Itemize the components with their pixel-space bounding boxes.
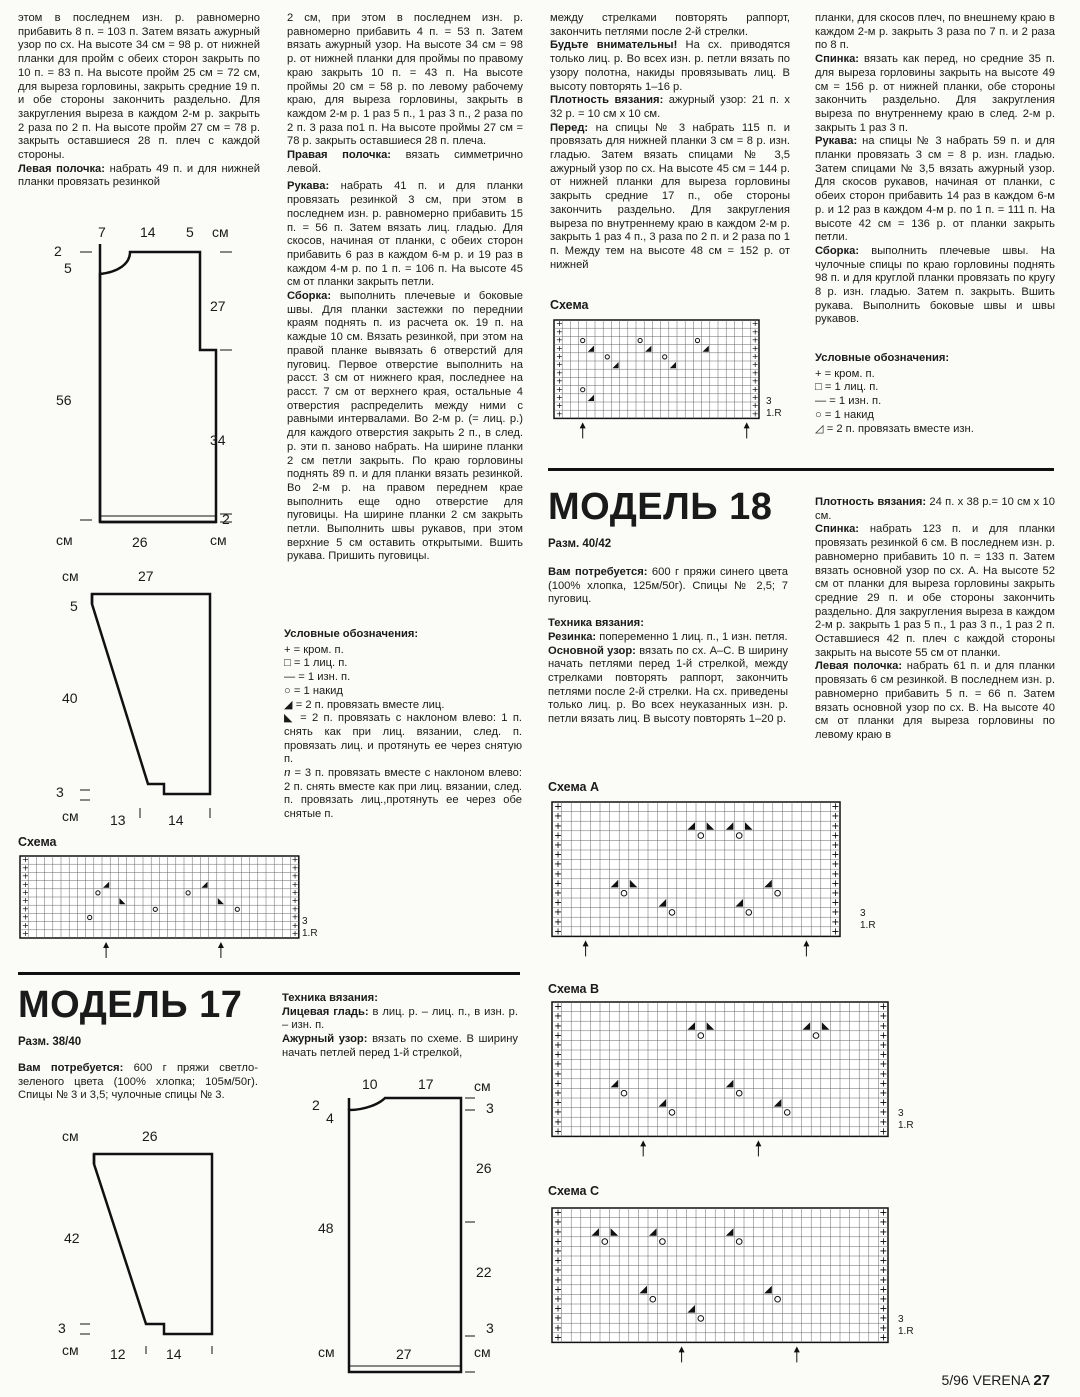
svg-text:+: + bbox=[879, 1001, 888, 1013]
svg-text:+: + bbox=[831, 878, 840, 890]
dim-27c: 27 bbox=[396, 1346, 412, 1362]
svg-text:+: + bbox=[831, 801, 840, 813]
schema-label-col3: Схема bbox=[550, 298, 589, 312]
row-label-3: 3 bbox=[302, 916, 308, 927]
model-17-title: МОДЕЛЬ 17 bbox=[18, 984, 243, 1026]
model-18-title: МОДЕЛЬ 18 bbox=[548, 486, 773, 528]
svg-text:+: + bbox=[554, 1265, 563, 1277]
dim-5: 5 bbox=[186, 224, 194, 240]
legend-18-item: + = кром. п. bbox=[815, 367, 875, 380]
chart-schema-col3 bbox=[552, 316, 772, 446]
dim-17: 17 bbox=[418, 1076, 434, 1092]
dim-26b: 26 bbox=[142, 1128, 158, 1144]
col1-left-front: Левая полочка: набрать 49 п. и для нижней планки провязать резинкой bbox=[18, 162, 261, 189]
svg-text:+: + bbox=[291, 887, 299, 897]
svg-text:+: + bbox=[831, 926, 840, 938]
svg-text:+: + bbox=[556, 400, 563, 411]
svg-text:+: + bbox=[831, 916, 840, 928]
svg-text:+: + bbox=[554, 1126, 563, 1138]
svg-text:+: + bbox=[22, 878, 29, 889]
svg-text:+: + bbox=[831, 888, 840, 899]
svg-text:+: + bbox=[556, 375, 563, 386]
svg-text:+: + bbox=[831, 830, 840, 842]
col4-paragraph: планки, для скосов плеч, по внешнему краю в каждом 2-м р. закрыть 3 раза по 7 п. и 2 раза по 8 п. bbox=[815, 12, 1055, 52]
svg-text:+: + bbox=[879, 1294, 888, 1305]
svg-text:+: + bbox=[879, 1020, 888, 1032]
svg-text:+: + bbox=[556, 326, 563, 337]
svg-text:+: + bbox=[556, 408, 563, 419]
svg-text:+: + bbox=[556, 342, 563, 353]
svg-text:+: + bbox=[291, 878, 299, 889]
legend-18-item: □ = 1 лиц. п. bbox=[815, 381, 879, 394]
dim-12: 12 bbox=[110, 1346, 126, 1362]
pattern-sleeve-18 bbox=[18, 1128, 258, 1388]
svg-text:+: + bbox=[879, 1088, 888, 1099]
svg-text:+: + bbox=[879, 1303, 888, 1315]
col4-assembly: Сборка: выполнить плечевые швы. На чулочные спицы по краю горловины поднять 98 п. и для круглой планки провязать по кругу 8 р. изн. гладью. Затем п. закрыть. Вшить рукава. Выполнить боковые швы и швы рукавов. bbox=[815, 244, 1055, 326]
svg-text:+: + bbox=[554, 888, 563, 899]
col3-front: Перед: на спицы № 3 набрать 115 п. и провязать для нижней планки 3 см = 8 р. изн. гладью. Затем вязать спицами № 3,5 ажурный узор по сх. На высоте 45 см = 144 р. от нижней планки для выреза горловины закрыть средние 17 п., обе стороны закончить раздельно. Для закругления выреза по внутреннему краю в каждом 2-м р. закрыть 1 раз 4 п., 3 раза по 2 п. и 2 раза по 1 п. Между тем на высоте 48 см = 152 р. от нижней bbox=[550, 121, 790, 271]
svg-text:+: + bbox=[554, 1207, 563, 1219]
svg-text:+: + bbox=[831, 868, 840, 880]
svg-text:+: + bbox=[554, 1322, 563, 1334]
legend-18 bbox=[815, 352, 1055, 436]
footer-magazine: VERENA bbox=[972, 1372, 1030, 1388]
schema-a-label: Схема А bbox=[548, 780, 599, 794]
svg-text:+: + bbox=[554, 859, 563, 871]
svg-text:+: + bbox=[879, 1097, 888, 1109]
svg-text:+: + bbox=[879, 1332, 888, 1344]
svg-text:+: + bbox=[556, 318, 563, 329]
svg-text:+: + bbox=[554, 1078, 563, 1090]
svg-text:+: + bbox=[554, 868, 563, 880]
svg-text:+: + bbox=[554, 1303, 563, 1315]
svg-text:+: + bbox=[554, 1059, 563, 1071]
svg-text:+: + bbox=[554, 907, 563, 919]
dim-5c: 5 bbox=[70, 598, 78, 614]
svg-text:+: + bbox=[879, 1068, 888, 1080]
chart-schema-c bbox=[550, 1204, 900, 1364]
dim-2d: 2 bbox=[312, 1097, 320, 1113]
svg-text:+: + bbox=[879, 1236, 888, 1248]
svg-text:+: + bbox=[22, 854, 29, 865]
svg-text:+: + bbox=[751, 318, 759, 329]
svg-text:+: + bbox=[879, 1265, 888, 1277]
chart-schema-b bbox=[550, 998, 900, 1158]
dim-3d: 3 bbox=[486, 1320, 494, 1336]
svg-text:+: + bbox=[879, 1126, 888, 1138]
dim-3b: 3 bbox=[58, 1320, 66, 1336]
dim-26c: 26 bbox=[476, 1160, 492, 1176]
svg-text:+: + bbox=[291, 862, 299, 873]
pattern-sleeve-17 bbox=[20, 568, 270, 818]
svg-text:+: + bbox=[879, 1078, 888, 1090]
svg-text:+: + bbox=[879, 1322, 888, 1334]
svg-text:+: + bbox=[554, 1274, 563, 1286]
dim-cm5: см bbox=[62, 808, 79, 824]
svg-text:+: + bbox=[291, 870, 299, 881]
svg-text:+: + bbox=[556, 367, 563, 378]
svg-text:+: + bbox=[879, 1049, 888, 1061]
svg-text:+: + bbox=[22, 928, 29, 938]
model-17-needs: Вам потребуется: 600 г пряжи светло-зеленого цвета (100% хлопка; 105м/50г). Спицы № 3 и 3,5; чулочные спицы № 3. bbox=[18, 1062, 258, 1102]
svg-text:+: + bbox=[879, 1226, 888, 1238]
schema-c-label: Схема С bbox=[548, 1184, 599, 1198]
svg-text:+: + bbox=[291, 928, 299, 938]
svg-text:+: + bbox=[831, 811, 840, 823]
svg-text:+: + bbox=[556, 351, 563, 361]
svg-text:+: + bbox=[554, 1236, 563, 1248]
svg-text:+: + bbox=[554, 1011, 563, 1023]
legend-17-title: Условные обозначения: bbox=[284, 628, 419, 640]
pattern-left-front bbox=[20, 222, 270, 552]
svg-text:+: + bbox=[751, 334, 759, 345]
dim-34: 34 bbox=[210, 432, 226, 448]
dim-cm4: см bbox=[62, 568, 79, 584]
svg-text:+: + bbox=[22, 895, 29, 906]
dim-cm9: см bbox=[318, 1344, 335, 1360]
svg-text:+: + bbox=[291, 911, 299, 922]
svg-text:+: + bbox=[879, 1040, 888, 1051]
legend-18-item: ○ = 1 накид bbox=[815, 408, 874, 421]
svg-text:+: + bbox=[751, 375, 759, 386]
col4-text bbox=[815, 12, 1055, 327]
svg-text:+: + bbox=[751, 342, 759, 353]
svg-text:+: + bbox=[291, 919, 299, 930]
legend-17-item: ◣ = 2 п. провязать с наклоном влево: 1 п. снять как при лиц. вязании, след. п. провязать лиц. и протянуть ее через снятую п. bbox=[284, 712, 522, 766]
dim-cm2: см bbox=[56, 532, 73, 548]
legend-17-item: — = 1 изн. п. bbox=[284, 671, 351, 684]
legend-17-item: □ = 1 лиц. п. bbox=[284, 657, 348, 670]
svg-text:+: + bbox=[554, 1284, 563, 1296]
col2-sleeves: Рукава: набрать 41 п. и для планки провязать резинкой 3 см, при этом в последнем изн. р. равномерно прибавить 15 п. = 56 п. Затем вязать лиц. гладью. Для скосов, начиная от планки, с обеих сторон прибавить 6 раз в каждом 6-м р. и 19 раз в каждом 4-м р. по 1 п. = 106 п. На высоте 45 см от планки закрыть петли. bbox=[287, 180, 524, 289]
dim-56: 56 bbox=[56, 392, 72, 408]
dim-2c: 2 bbox=[222, 511, 230, 527]
svg-text:+: + bbox=[554, 1088, 563, 1099]
svg-text:+: + bbox=[879, 1116, 888, 1128]
svg-text:+: + bbox=[751, 367, 759, 378]
model-17-technique: Техника вязания: Лицевая гладь: в лиц. р. – лиц. п., в изн. р. – изн. п. Ажурный узор: вязать по схеме. В ширину начать петлей перед 1-й стрелкой, bbox=[282, 992, 519, 1059]
col2-right-front: Правая полочка: вязать симметрично левой. bbox=[287, 149, 523, 175]
dim-14c: 14 bbox=[166, 1346, 182, 1362]
svg-text:+: + bbox=[556, 383, 563, 394]
svg-text:+: + bbox=[751, 392, 759, 402]
legend-17-item: ⴖ = 3 п. провязать вместе с наклоном влево: 2 п. снять вместе как при лиц. вязании, след. п. провязать лиц.,протянуть ее через обе снятые п. bbox=[284, 767, 522, 821]
svg-text:+: + bbox=[554, 1107, 563, 1119]
divider-17 bbox=[18, 972, 520, 975]
svg-text:+: + bbox=[879, 1207, 888, 1219]
svg-text:+: + bbox=[554, 1097, 563, 1109]
dim-cm6: см bbox=[62, 1128, 79, 1144]
svg-text:+: + bbox=[291, 854, 299, 865]
col3-text bbox=[550, 12, 790, 272]
svg-text:+: + bbox=[554, 840, 563, 851]
svg-text:+: + bbox=[554, 1332, 563, 1344]
dim-4: 4 bbox=[326, 1110, 334, 1126]
svg-text:+: + bbox=[22, 911, 29, 922]
divider-18 bbox=[548, 468, 1054, 471]
svg-text:+: + bbox=[554, 916, 563, 928]
dim-2: 2 bbox=[54, 243, 62, 259]
chart-schema-17 bbox=[18, 852, 318, 962]
svg-text:+: + bbox=[831, 897, 840, 909]
chart-schema-a bbox=[550, 798, 860, 958]
col1-text bbox=[18, 12, 260, 190]
svg-text:+: + bbox=[554, 1294, 563, 1305]
dim-14: 14 bbox=[140, 224, 156, 240]
row-b-1: 1.R bbox=[898, 1120, 914, 1131]
model-18-details: Плотность вязания: 24 п. х 38 р.= 10 см х 10 см. Спинка: набрать 123 п. и для планки провязать резинкой 6 см. В последнем изн. р. равномерно прибавить 10 п. = 133 п. Затем вязать основной узор по сх. А. На высоте 52 см от планки для выреза горловины закрыть средние 29 п. и обе стороны закончить раздельно. Для закругления выреза в каждом 2-м р. закрыть 1 раз 5 п., 1 раз 3 п., 1 раз 2 п. Оставшиеся 42 п. плеч с каждой стороны закрыть на высоте 55 см от планки. Левая полочка: набрать 61 п. и для планки провязать 6 см резинкой. В последнем изн. р. равномерно прибавить 5 п. = 66 п. Затем вязать основной узор по сх. В. На высоте 40 см от планки для выреза горловины по левому краю в bbox=[815, 496, 1056, 741]
svg-text:+: + bbox=[554, 830, 563, 842]
svg-text:+: + bbox=[554, 926, 563, 938]
svg-text:+: + bbox=[879, 1030, 888, 1042]
svg-text:+: + bbox=[831, 840, 840, 851]
dim-cm: см bbox=[212, 224, 229, 240]
model-18-intro: Вам потребуется: 600 г пряжи синего цвета (100% хлопка, 125м/50г). Спицы № 2,5; 7 пуговиц. Техника вязания: Резинка: попеременно 1 лиц. п., 1 изн. петля. Основной узор: вязать по сх. А–С. В ширину начать петлями перед 1-й стрелкой, между стрелками повторять раппорт, закончить петлями после 2-й стрелки. На сх. приведены только лиц. р. Во всех неуказанных изн. р. петли вязать лиц. В высоту повторять 1–20 р. bbox=[548, 566, 788, 726]
svg-text:+: + bbox=[831, 820, 840, 832]
col3-attention: Будьте внимательны! На сх. приводятся только лиц. р. Во всех изн. р. петли вязать по узору полотна, накиды провязывать лиц. В высоту повторять 1–16 р. bbox=[550, 39, 790, 93]
svg-text:+: + bbox=[556, 334, 563, 345]
svg-text:+: + bbox=[554, 1020, 563, 1032]
dim-cm3: см bbox=[210, 532, 227, 548]
legend-18-title: Условные обозначения: bbox=[815, 352, 950, 364]
dim-13: 13 bbox=[110, 812, 126, 828]
svg-text:+: + bbox=[22, 919, 29, 930]
footer-page-number: 27 bbox=[1033, 1372, 1050, 1389]
dim-27: 27 bbox=[210, 298, 226, 314]
svg-text:+: + bbox=[879, 1011, 888, 1023]
svg-text:+: + bbox=[879, 1246, 888, 1257]
dim-26: 26 bbox=[132, 534, 148, 550]
col2-text bbox=[287, 12, 523, 564]
svg-text:+: + bbox=[554, 1001, 563, 1013]
col4-back: Спинка: вязать как перед, но средние 35 п. для выреза горловины закрыть на высоте 49 см = 156 р. от нижней планки, обе стороны закончить раздельно. Для закругления выреза по внутреннему краю в след. 2-м р. закрыть 1 раз 3 п. bbox=[815, 53, 1056, 134]
dim-10: 10 bbox=[362, 1076, 378, 1092]
svg-text:+: + bbox=[554, 801, 563, 813]
svg-text:+: + bbox=[22, 887, 29, 897]
dim-3c: 3 bbox=[486, 1100, 494, 1116]
svg-text:+: + bbox=[751, 400, 759, 411]
svg-text:+: + bbox=[556, 359, 563, 370]
dim-14b: 14 bbox=[168, 812, 184, 828]
page-footer bbox=[941, 1372, 1050, 1389]
svg-text:+: + bbox=[751, 351, 759, 361]
svg-text:+: + bbox=[879, 1274, 888, 1286]
svg-text:+: + bbox=[554, 897, 563, 909]
svg-text:+: + bbox=[554, 878, 563, 890]
schema-b-label: Схема В bbox=[548, 982, 599, 996]
svg-text:+: + bbox=[879, 1107, 888, 1119]
svg-text:+: + bbox=[554, 1255, 563, 1267]
col1-paragraph: этом в последнем изн. р. равномерно прибавить 8 п. = 103 п. Затем вязать ажурный узор по сх. На высоте 34 см = 98 р. от нижней планки для пройм с обеих сторон закрыть по 10 п. = 83 п. На высоте пройм 25 см = 72 см, для выреза горловины, закрыть средние 19 п. и обе стороны закончить раздельно. Для закругления выреза в каждом 2-м р. закрыть 2 раза по 2 п. На высоте пройм 27 см = 78 р. закрыть оставшиеся 28 п. плеч с каждой стороны. bbox=[18, 12, 260, 162]
dim-cm8: см bbox=[474, 1078, 491, 1094]
svg-text:+: + bbox=[879, 1255, 888, 1267]
legend-17-item: + = кром. п. bbox=[284, 643, 344, 656]
dim-42: 42 bbox=[64, 1230, 80, 1246]
legend-17-item: ◢ = 2 п. провязать вместе лиц. bbox=[284, 698, 445, 711]
svg-text:+: + bbox=[751, 359, 759, 370]
svg-text:+: + bbox=[554, 811, 563, 823]
svg-text:+: + bbox=[554, 1313, 563, 1325]
svg-text:+: + bbox=[554, 1116, 563, 1128]
col2-paragraph: 2 см, при этом в последнем изн. р. равномерно прибавить 4 п. = 53 п. Затем вязать ажурный узор. На высоте 34 см = 98 р. от нижней планки для проймы по правому краю закрыть 10 п. = 43 п. На высоте проймы 20 см = 58 р. по левому рабочему краю, для выреза горловины, закрыть в каждом 2-м р. 1 раз 5 п., 1 раз 3 п., 2 раза по 2 п. 3 раза по1 п. На высоте проймы 27 см = 78 р. закрыть оставшиеся 28 п. плеча. bbox=[287, 12, 523, 148]
col3-density: Плотность вязания: ажурный узор: 21 п. х 32 р. = 10 см х 10 см. bbox=[550, 94, 790, 120]
svg-text:+: + bbox=[879, 1059, 888, 1071]
col2-assembly: Сборка: выполнить плечевые и боковые швы. Для планки застежки по переднии краям поднять п. из расчета ок. 19 п. на каждые 10 см. Вязать резинкой, при этом на правой планке вывязать 6 отверстий для пуговиц. Первое отверстие выполнить на расст. 3 см от нижнего края, последнее на расст. 7 см от верхнего края, остальные 4 отверстия распределить между ними с равными интервалами. Во 2-м р. (= лиц. р.) для каждого отверстия закрыть 2 п., в след. р. эти п. заново набрать. На ширине планки 2 см петли закрыть. По краю горловины поднять 89 п. и для планки вязать резинкой. Во 2-м р. на правом переднем крае выполнить еще одно отверстие для пуговицы. На ширине планки 2 см закрыть петли. Выполнить швы рукавов, при этом верхние 5 см оставить открытыми. Вшить рукава. Пришить пуговицы. bbox=[287, 290, 523, 563]
dim-cm7: см bbox=[62, 1342, 79, 1358]
svg-text:+: + bbox=[751, 383, 759, 394]
svg-text:+: + bbox=[554, 1226, 563, 1238]
row-label-1r-b: 1.R bbox=[766, 408, 782, 419]
dim-cm10: см bbox=[474, 1344, 491, 1360]
row-a-1r: 1.R bbox=[860, 920, 876, 931]
footer-issue: 5/96 bbox=[941, 1372, 969, 1388]
svg-text:+: + bbox=[751, 408, 759, 419]
dim-22: 22 bbox=[476, 1264, 492, 1280]
svg-text:+: + bbox=[831, 859, 840, 871]
model-17-size: Разм. 38/40 bbox=[18, 1036, 82, 1048]
dim-3: 3 bbox=[56, 784, 64, 800]
col3-paragraph: между стрелками повторять раппорт, закончить петлями после 2-й стрелки. bbox=[550, 12, 790, 38]
svg-text:+: + bbox=[554, 849, 563, 861]
dim-40: 40 bbox=[62, 690, 78, 706]
svg-text:+: + bbox=[879, 1284, 888, 1296]
svg-text:+: + bbox=[556, 392, 563, 402]
svg-text:+: + bbox=[554, 1049, 563, 1061]
svg-text:+: + bbox=[554, 1068, 563, 1080]
row-c-1r: 1.R bbox=[898, 1326, 914, 1337]
col4-sleeves: Рукава: на спицы № 3 набрать 59 п. и для планки провязать 3 см = 8 р. изн. гладью. Затем спицами № 3,5 вязать ажурный узор. Для скосов рукавов, начиная от планки, с обеих сторон прибавить 14 раз в каждом 6-м р. и 12 раз в каждом 4-м р. по 1 п. = 111 п. На высоте 42 см = 136 р. от планки закрыть петли. bbox=[815, 135, 1055, 244]
svg-text:+: + bbox=[554, 1246, 563, 1257]
svg-text:+: + bbox=[831, 849, 840, 861]
dim-7: 7 bbox=[98, 224, 106, 240]
svg-text:+: + bbox=[554, 1030, 563, 1042]
svg-text:+: + bbox=[879, 1217, 888, 1229]
row-label-3b: 3 bbox=[766, 396, 772, 407]
svg-text:+: + bbox=[554, 1040, 563, 1051]
dim-48: 48 bbox=[318, 1220, 334, 1236]
legend-18-item: ◿ = 2 п. провязать вместе изн. bbox=[815, 422, 974, 435]
schema-label-17: Схема bbox=[18, 835, 57, 849]
legend-17-item: ○ = 1 накид bbox=[284, 684, 343, 697]
svg-text:+: + bbox=[22, 870, 29, 881]
row-b-3: 3 bbox=[898, 1108, 904, 1119]
legend-17 bbox=[284, 628, 522, 822]
svg-text:+: + bbox=[22, 862, 29, 873]
row-label-1r: 1.R bbox=[302, 928, 318, 939]
dim-27b: 27 bbox=[138, 568, 154, 584]
model-18-size: Разм. 40/42 bbox=[548, 538, 612, 550]
svg-text:+: + bbox=[22, 903, 29, 914]
svg-text:+: + bbox=[291, 903, 299, 914]
row-a-3: 3 bbox=[860, 908, 866, 919]
svg-text:+: + bbox=[831, 907, 840, 919]
legend-18-item: — = 1 изн. п. bbox=[815, 395, 882, 408]
svg-text:+: + bbox=[554, 1217, 563, 1229]
row-c-3: 3 bbox=[898, 1314, 904, 1325]
svg-text:+: + bbox=[751, 326, 759, 337]
svg-text:+: + bbox=[291, 895, 299, 906]
svg-text:+: + bbox=[554, 820, 563, 832]
svg-text:+: + bbox=[879, 1313, 888, 1325]
dim-5b: 5 bbox=[64, 260, 72, 276]
